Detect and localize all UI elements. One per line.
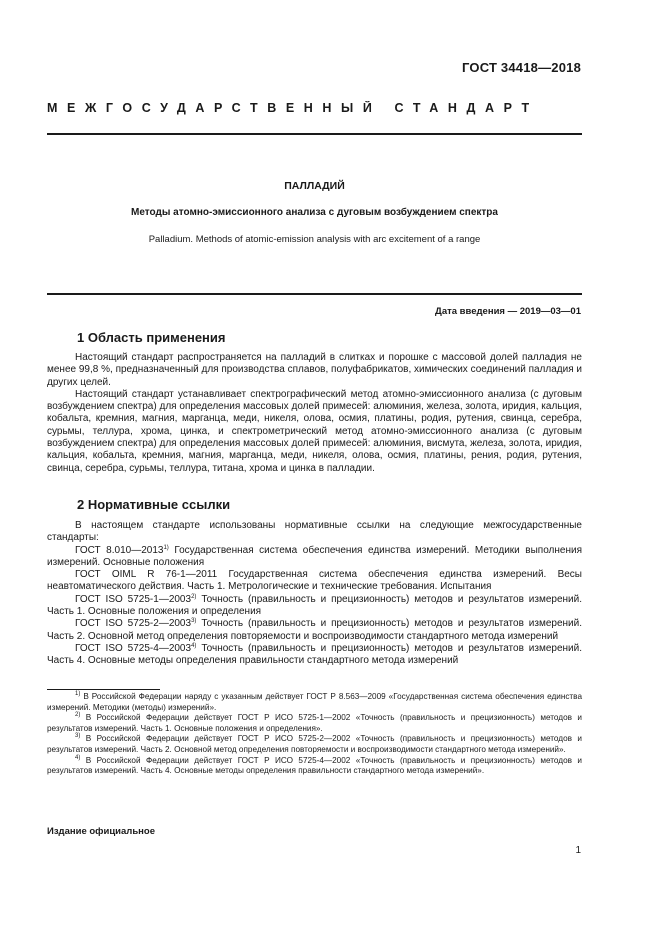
footnote-text: В Российской Федерации наряду с указанным действует ГОСТ Р 8.563—2009 «Государственная система обеспечения единства измерений. Методики (методы) измерений». — [47, 692, 582, 712]
page-number: 1 — [575, 845, 581, 856]
footnote — [47, 756, 582, 777]
reference-title: Точность (правильность и прецизионность) методов и результатов измерений. Часть 1. Основные положения и определения — [47, 593, 583, 618]
reference-code: ГОСТ OIML R 76-1—2011 — [75, 569, 218, 581]
footnote — [47, 734, 582, 755]
section-2-heading: 2 Нормативные ссылки — [77, 497, 231, 512]
reference-title: Точность (правильность и прецизионность) методов и результатов измерений. Часть 2. Основной метод определения повторяемости и воспроизводимости стандартного метода измерений — [47, 618, 583, 642]
introduction-date: Дата введения — 2019—03—01 — [435, 306, 581, 317]
footnote-marker: 3) — [191, 618, 197, 625]
footnote-mark: 3) — [75, 733, 81, 740]
footnote-marker: 4) — [191, 642, 197, 649]
section-1-paragraph: Настоящий стандарт устанавливает спектрографический метод атомно-эмиссионного анализа (с дуговым возбуждением спектра) для определения массовых долей примесей: алюминия, железа, золота, иридия, кальция, кобальта, кремния, магния, марганца, меди, никеля, олова, осмия, платины, родия, рутения, свинца, серебра, сурьмы, теллура, хрома, цинка, и спектрометрический метод атомно-эмиссионного анализа (с дуговым возбуждением спектра) для определения массовых долей примесей: алюминия, висмута, железа, золота, иридия, кальция, кобальта, кремния, магния, марганца, меди, никеля, олова, осмия, платины, рения, родия, рутения, свинца, серебра, сурьмы, теллура, титана, хрома и цинка в палладии. — [47, 388, 582, 474]
section-2-intro: В настоящем стандарте использованы нормативные ссылки на следующие межгосударственные стандарты: — [47, 520, 582, 544]
standard-type-banner: МЕЖГОСУДАРСТВЕННЫЙ СТАНДАРТ — [47, 101, 539, 115]
section-1-heading: 1 Область применения — [77, 330, 226, 345]
reference-code: ГОСТ ISO 5725-1—2003 — [75, 593, 192, 605]
footnote-text: В Российской Федерации действует ГОСТ Р ИСО 5725-2—2002 «Точность (правильность и прецизионность) методов и результатов измерений. Часть 2. Основной метод определения повторяемости и воспроизводимости стандартного метода измерений». — [47, 734, 582, 754]
normative-reference — [47, 569, 582, 594]
footnote-mark: 1) — [75, 691, 81, 697]
document-title: ПАЛЛАДИЙ — [284, 180, 345, 192]
footnote — [47, 713, 582, 734]
footnotes — [47, 692, 582, 777]
normative-reference — [47, 545, 582, 570]
top-divider — [47, 133, 582, 135]
reference-title: Государственная система обеспечения единства измерений. Методики выполнения измерений. Основные положения — [47, 544, 582, 568]
reference-title: Точность (правильность и прецизионность) методов и результатов измерений. Часть 4. Основные методы определения правильности стандартного метода измерений — [47, 642, 583, 667]
normative-reference — [47, 594, 582, 619]
section-1-body — [47, 352, 582, 475]
reference-title: Государственная система обеспечения единства измерений. Весы неавтоматического действия. Часть 1. Метрологические и технические требования. Испытания — [47, 569, 582, 593]
normative-reference — [47, 618, 582, 643]
normative-reference — [47, 643, 582, 668]
footnote — [47, 692, 582, 713]
reference-code: ГОСТ 8.010—2013 — [75, 544, 164, 556]
official-edition-label: Издание официальное — [47, 826, 155, 837]
footnote-divider — [47, 689, 160, 690]
footnote-text: В Российской Федерации действует ГОСТ Р ИСО 5725-1—2002 «Точность (правильность и прецизионность) методов и результатов измерений. Часть 1. Основные положения и определения». — [47, 713, 582, 733]
reference-code: ГОСТ ISO 5725-2—2003 — [75, 618, 192, 630]
footnote-mark: 2) — [75, 712, 81, 719]
reference-code: ГОСТ ISO 5725-4—2003 — [75, 642, 192, 654]
document-title-english: Palladium. Methods of atomic-emission analysis with arc excitement of a range — [148, 234, 481, 245]
footnote-marker: 2) — [191, 593, 197, 600]
section-2-body — [47, 520, 582, 668]
section-1-paragraph: Настоящий стандарт распространяется на палладий в слитках и порошке с массовой долей палладия не менее 99,8 %, предназначенный для производства сплавов, полуфабрикатов, химических соединений палладия и других целей. — [47, 352, 582, 388]
document-subtitle: Методы атомно-эмиссионного анализа с дуговым возбуждением спектра — [131, 207, 498, 218]
footnote-mark: 4) — [75, 754, 81, 761]
title-divider — [47, 293, 582, 295]
footnote-text: В Российской Федерации действует ГОСТ Р ИСО 5725-4—2002 «Точность (правильность и прецизионность) методов и результатов измерений. Часть 4. Основные методы определения правильности стандартного метода измерений». — [47, 755, 582, 776]
footnote-marker: 1) — [163, 544, 169, 551]
standard-number: ГОСТ 34418—2018 — [462, 60, 581, 75]
